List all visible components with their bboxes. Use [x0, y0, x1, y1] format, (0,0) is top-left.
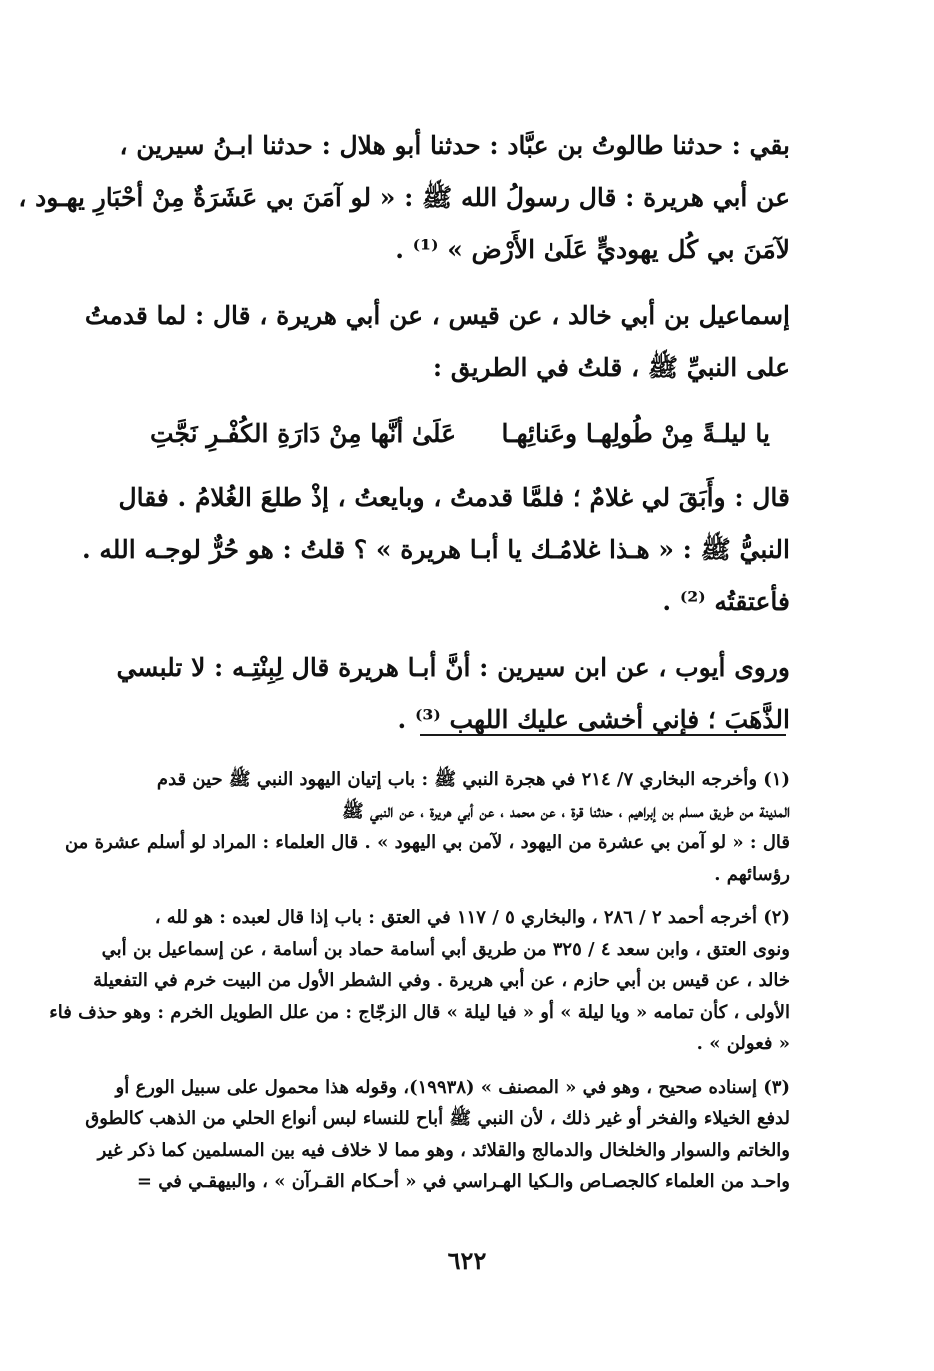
footnote-line: ونوى العتق ، وابن سعد ٤ / ٣٢٥ من طريق أبي أسامة حماد بن أسامة ، عن إسماعيل بن أبي — [101, 938, 790, 960]
footnote-line: « فعولن » . — [696, 1033, 790, 1054]
footnote-line: (٣) إسناده صحيح ، وهو في « المصنف » (١٩٩٣٨)، وقوله هذا محمول على سبيل الورع أو — [115, 1076, 790, 1098]
text-line: الذَّهَبَ ؛ فإني أخشى عليك اللهب ⁽³⁾ . — [397, 705, 790, 734]
text-line: عن أبي هريرة : قال رسولُ الله ﷺ : « لو آمَنَ بي عَشَرَةٌ مِنْ أحْبَارِ يهـود ، — [18, 183, 790, 212]
text-line: إسماعيل بن أبي خالد ، عن قيس ، عن أبي هريرة ، قال : لما قدمتُ — [84, 301, 790, 330]
footnotes — [49, 764, 790, 1210]
main-text — [18, 120, 790, 746]
verse-first-hemistich: يا ليلـةً مِنْ طُولِهـا وعَنائِهـا — [501, 419, 770, 448]
text-line: لآمَنَ بي كُل يهوديٍّ عَلَىٰ الأَرْض » ⁽¹⁾ . — [395, 235, 790, 264]
footnote-line: والخاتم والسوار والخلخال والدمالج والقلائد ، وهو مما لا خلاف فيه بين المسلمين كما ذكر غير — [97, 1139, 790, 1161]
text-line: النبيُّ ﷺ : « هـذا غلامُـك يا أبـا هريرة » ؟ قلتُ : هو حُرٌّ لوجـه الله . — [81, 535, 790, 564]
paragraph-2 — [84, 290, 790, 394]
text-line: فأعتقتُه ⁽²⁾ . — [662, 587, 790, 616]
footnote-line: رؤسائهم . — [714, 863, 790, 885]
footnote-line: واحـد من العلماء كالجصـاص والـكيا الهـراسي في « أحـكام القـرآن » ، والبيهقـي في = — [136, 1171, 790, 1192]
footnote-line: المدينة من طريق مسلم بن إبراهيم ، حدثنا قرة ، عن محمد ، عن أبي هريرة ، عن النبي ﷺ — [342, 800, 790, 822]
text-line: على النبيِّ ﷺ ، قلتُ في الطريق : — [432, 353, 790, 382]
footnote-line: الأولى ، كأن تمامه « ويا ليلة » أو « فيا ليلة » قال الزجّاج : من علل الطويل الخرم : وهو حذف فاء — [49, 1001, 790, 1023]
footnote-line: (٢) أخرجه أحمد ٢ / ٢٨٦ ، والبخاري ٥ / ١١٧ في العتق : باب إذا قال لعبده : هو لله ، — [154, 907, 790, 928]
verse-second-hemistich: عَلَىٰ أنَّها مِنْ دَارَةِ الكُفْـرِ نَجَّتِ — [150, 419, 457, 448]
footnote-line: (١) وأخرجه البخاري ٧/ ٢١٤ في هجرة النبي ﷺ : باب إتيان اليهود النبي ﷺ حين قدم — [156, 769, 790, 790]
footnote-line: قال : « لو آمن بي عشرة من اليهود ، لآمن بي اليهود » . قال العلماء : المراد لو أسلم عشرة من — [64, 832, 790, 853]
footnote-line: لدفع الخيلاء والفخر أو غير ذلك ، لأن النبي ﷺ أباح للنساء لبس أنواع الحلي من الذهب كالطوق — [85, 1108, 790, 1129]
paragraph-3 — [81, 472, 790, 628]
footnote-line: خالد ، عن قيس بن أبي حازم ، عن أبي هريرة . وفي الشطر الأول من البيت خرم في التفعيلة — [93, 970, 790, 991]
paragraph-4 — [110, 642, 790, 746]
footnote-1 — [64, 764, 790, 890]
page-number: ٦٢٢ — [447, 1246, 487, 1275]
footnote-divider — [420, 734, 786, 736]
poetry-verse — [150, 408, 770, 460]
paragraph-1 — [18, 120, 790, 276]
footnote-3 — [85, 1072, 790, 1198]
footnote-2 — [49, 902, 790, 1060]
text-line: وروى أيوب ، عن ابن سيرين : أنَّ أبـا هريرة قال لِبِنْتِـه : لا تلبسي — [116, 653, 790, 682]
text-line: بقي : حدثنا طالوتُ بن عبَّاد : حدثنا أبو هلال : حدثنا ابـنُ سيرين ، — [119, 131, 790, 160]
text-line: قال : وأَبَقَ لي غلامٌ ؛ فلمَّا قدمتُ ، وبايعتُ ، إذْ طلعَ الغُلامُ . فقال — [118, 483, 790, 512]
